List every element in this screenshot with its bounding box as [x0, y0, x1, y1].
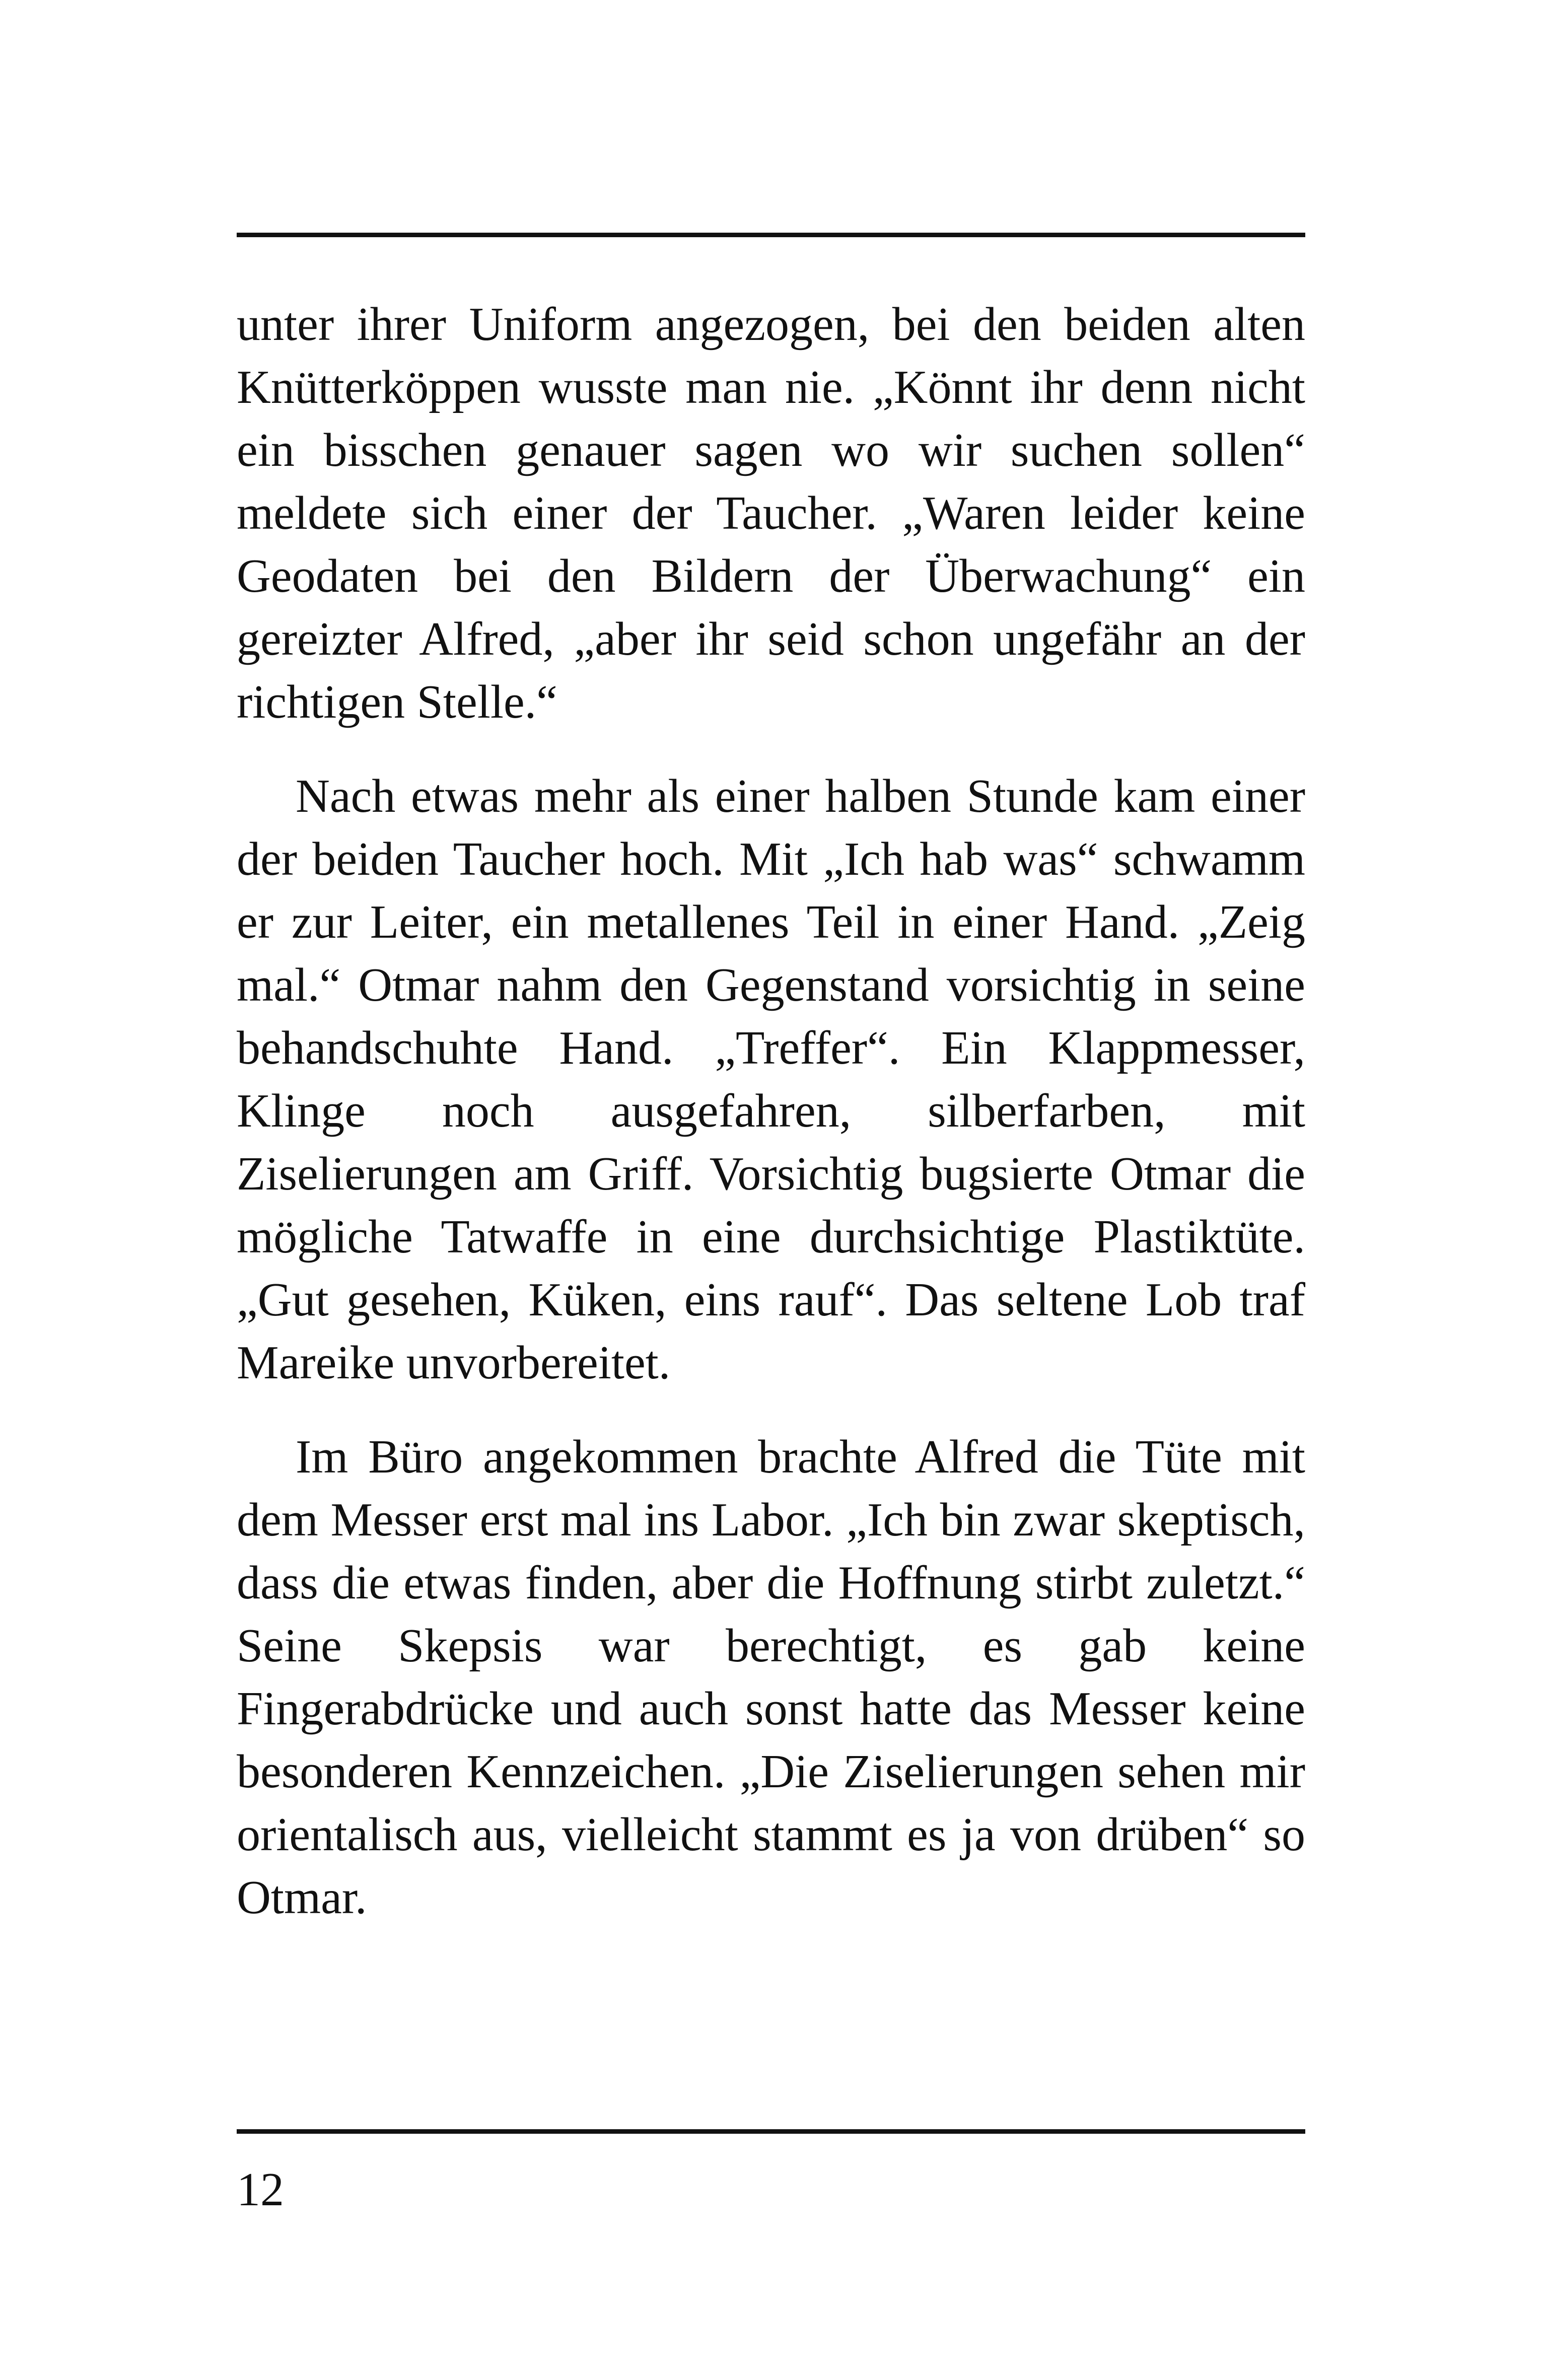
header-rule — [237, 233, 1305, 237]
page-number: 12 — [237, 2163, 284, 2216]
footer-rule — [237, 2129, 1305, 2134]
paragraph-3: Im Büro angekommen brachte Alfred die Tüte mit dem Messer erst mal ins Labor. „Ich bin zwar skeptisch, dass die etwas finden, aber die Hoffnung stirbt zuletzt.“ Seine Skepsis war berechtigt, es gab keine Fingerabdrücke und auch sonst hatte das Messer keine besonderen Kennzeichen. „Die Ziselierungen sehen mir orientalisch aus, vielleicht stammt es ja von drüben“ so Otmar. — [237, 1431, 1305, 1924]
paragraph-2: Nach etwas mehr als einer halben Stunde kam einer der beiden Taucher hoch. Mit „Ich hab was“ schwamm er zur Leiter, ein metallenes Teil in einer Hand. „Zeig mal.“ Otmar nahm den Gegenstand vorsichtig in seine behandschuhte Hand. „Treffer“. Ein Klappmesser, Klinge noch ausgefahren, silberfarben, mit Ziselierungen am Griff. Vorsichtig bugsierte Otmar die mögliche Tatwaffe in eine durchsichtige Plastiktüte. „Gut gesehen, Küken, eins rauf“. Das seltene Lob traf Mareike unvorbereitet. — [237, 770, 1305, 1389]
body-text — [237, 293, 1305, 1929]
paragraph-1: unter ihrer Uniform angezogen, bei den beiden alten Knütterköppen wusste man nie. „Könnt ihr denn nicht ein bisschen genauer sagen wo wir suchen sollen“ meldete sich einer der Taucher. „Waren leider keine Geodaten bei den Bildern der Überwachung“ ein gereizter Alfred, „aber ihr seid schon ungefähr an der richtigen Stelle.“ — [237, 298, 1305, 728]
